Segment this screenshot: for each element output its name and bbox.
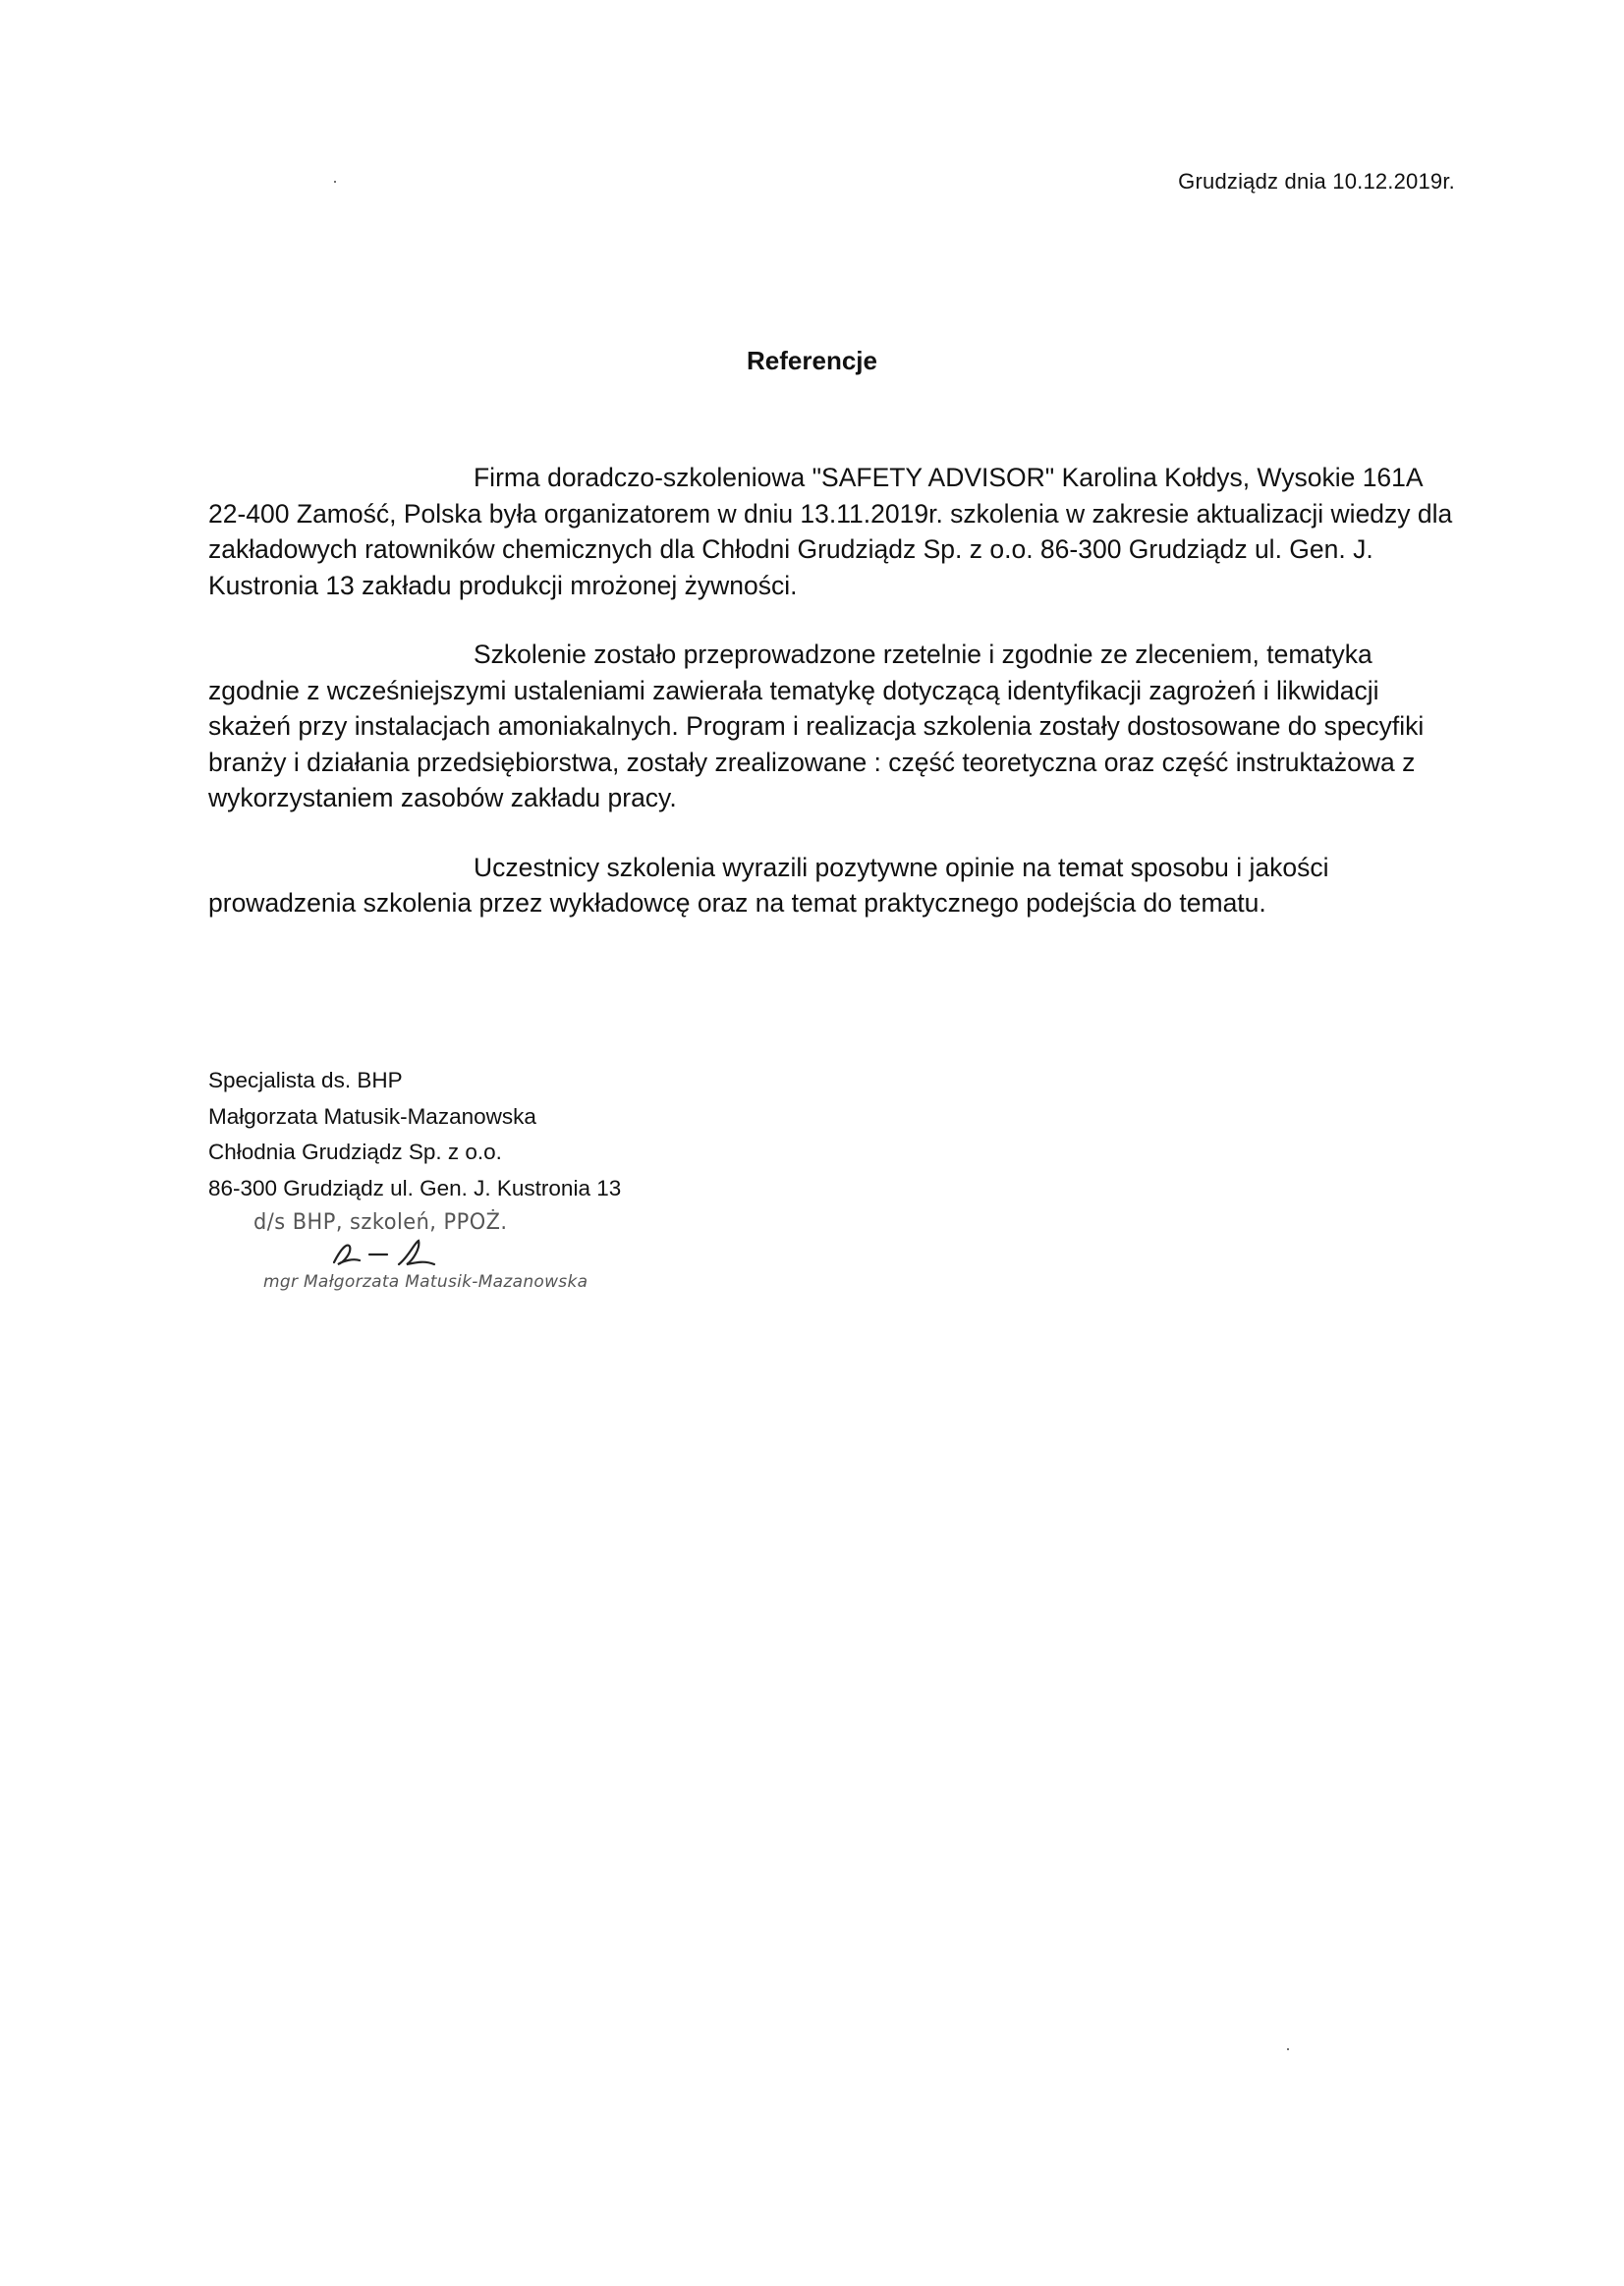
signatory-position: Specjalista ds. BHP [208, 1068, 403, 1092]
paragraph-training-quality: Szkolenie zostało przeprowadzone rzetelnie i zgodnie ze zleceniem, tematyka zgodnie z wcześniejszymi ustaleniami zawierała tematykę dotyczącą identyfikacji zagrożeń i likwidacji skażeń przy instalacjach amoniakalnych. Program i realizacja szkolenia zostały dostosowane do specyfiki branży i działania przedsiębiorstwa, zostały zrealizowane : część teoretyczna oraz część instruktażowa z wykorzystaniem zasobów zakładu pracy. [208, 640, 1425, 812]
signatory-address: 86-300 Grudziądz ul. Gen. J. Kustronia 13 [208, 1175, 622, 1200]
official-stamp [253, 1210, 588, 1292]
stamp-department: d/s BHP, szkoleń, PPOŻ. [253, 1210, 508, 1235]
signatory-company: Chłodnia Grudziądz Sp. z o.o. [208, 1140, 502, 1164]
stamp-name: mgr Małgorzata Matusik-Mazanowska [263, 1272, 588, 1292]
scan-speck [1287, 2048, 1289, 2050]
scan-speck [334, 181, 336, 183]
place-and-date: Grudziądz dnia 10.12.2019r. [1178, 169, 1455, 194]
signatory-name: Małgorzata Matusik-Mazanowska [208, 1103, 536, 1129]
document-title: Referencje [747, 346, 877, 375]
document-body [208, 460, 1466, 955]
handwritten-signature-icon [330, 1237, 438, 1270]
paragraph-organizer: Firma doradczo-szkoleniowa "SAFETY ADVISOR" Karolina Kołdys, Wysokie 161A 22-400 Zamość, Polska była organizatorem w dniu 13.11.2019r. szkolenia w zakresie aktualizacji wiedzy dla zakładowych ratowników chemicznych dla Chłodni Grudziądz Sp. z o.o. 86-300 Grudziądz ul. Gen. J. Kustronia 13 zakładu produkcji mrożonej żywności. [208, 463, 1453, 600]
signature-block [208, 1063, 621, 1206]
paragraph-participants-opinion: Uczestnicy szkolenia wyrazili pozytywne opinie na temat sposobu i jakości prowadzenia szkolenia przez wykładowcę oraz na temat praktycznego podejścia do tematu. [208, 852, 1329, 918]
